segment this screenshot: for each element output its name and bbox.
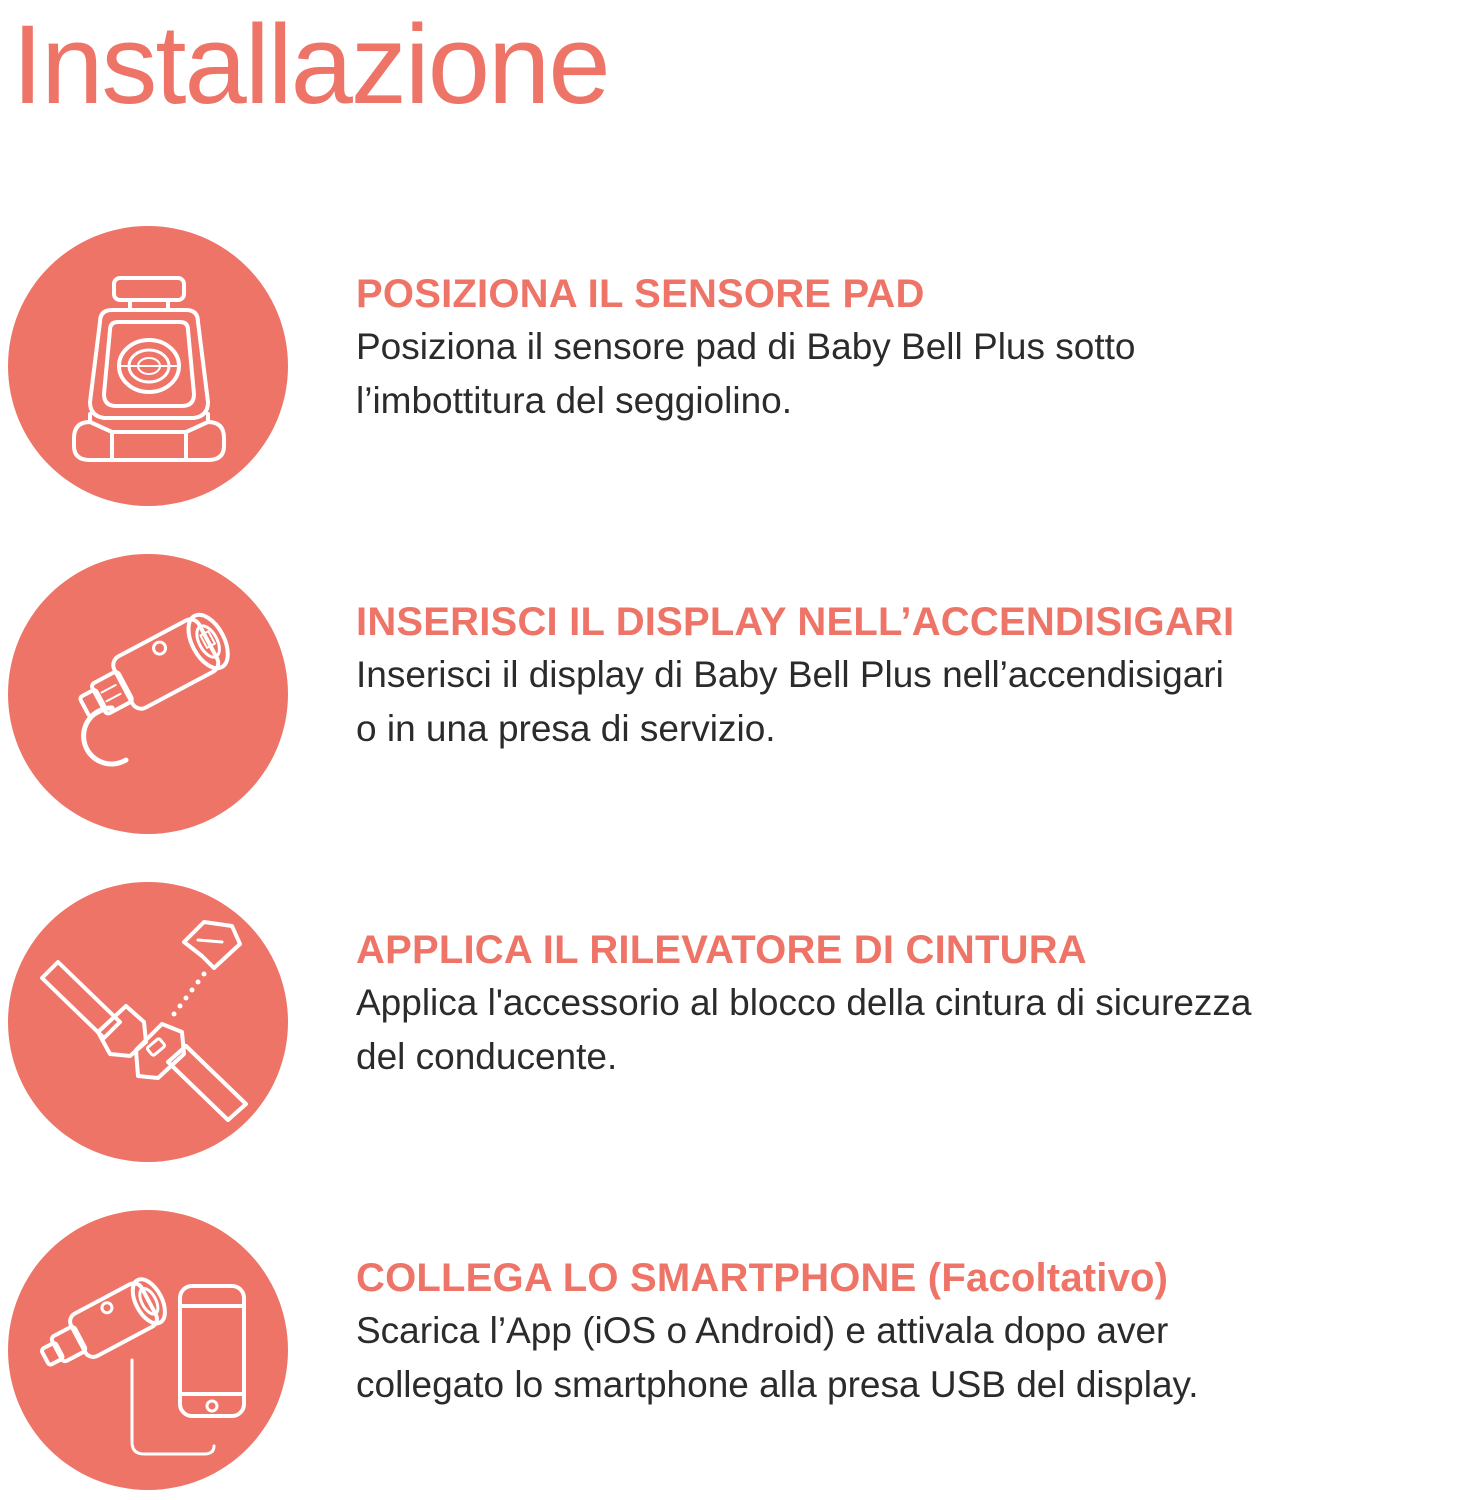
step-description-line: o in una presa di servizio. [356,708,776,749]
step-3-text [356,924,1456,1084]
step-description-line: Posiziona il sensore pad di Baby Bell Plus sotto [356,326,1136,367]
step-2-text [356,596,1456,756]
page-title: Installazione [12,2,609,127]
step-4-text [356,1252,1456,1412]
step-1-text [356,268,1456,428]
step-description-line: l’imbottitura del seggiolino. [356,380,793,421]
step-heading: COLLEGA LO SMARTPHONE (Facoltativo) [356,1256,1169,1300]
step-4-icon-circle [8,1210,288,1490]
step-description-line: collegato lo smartphone alla presa USB del display. [356,1364,1199,1405]
step-description-line: del conducente. [356,1036,618,1077]
step-position-sensor [0,222,1460,512]
step-1-icon-circle [8,226,288,506]
step-apply-belt-detector [0,878,1460,1168]
step-description-line: Scarica l’App (iOS o Android) e attivala dopo aver [356,1310,1169,1351]
smartphone-icon [8,1210,288,1490]
step-connect-smartphone [0,1206,1460,1496]
step-insert-display [0,550,1460,840]
step-heading: POSIZIONA IL SENSORE PAD [356,272,925,316]
seat-belt-icon [8,882,288,1162]
step-3-icon-circle [8,882,288,1162]
car-seat-icon [8,226,288,506]
step-description-line: Applica l'accessorio al blocco della cintura di sicurezza [356,982,1252,1023]
step-heading: APPLICA IL RILEVATORE DI CINTURA [356,928,1087,972]
step-description-line: Inserisci il display di Baby Bell Plus nell’accendisigari [356,654,1224,695]
car-charger-icon [8,554,288,834]
step-2-icon-circle [8,554,288,834]
step-heading: INSERISCI IL DISPLAY NELL’ACCENDISIGARI [356,600,1235,644]
